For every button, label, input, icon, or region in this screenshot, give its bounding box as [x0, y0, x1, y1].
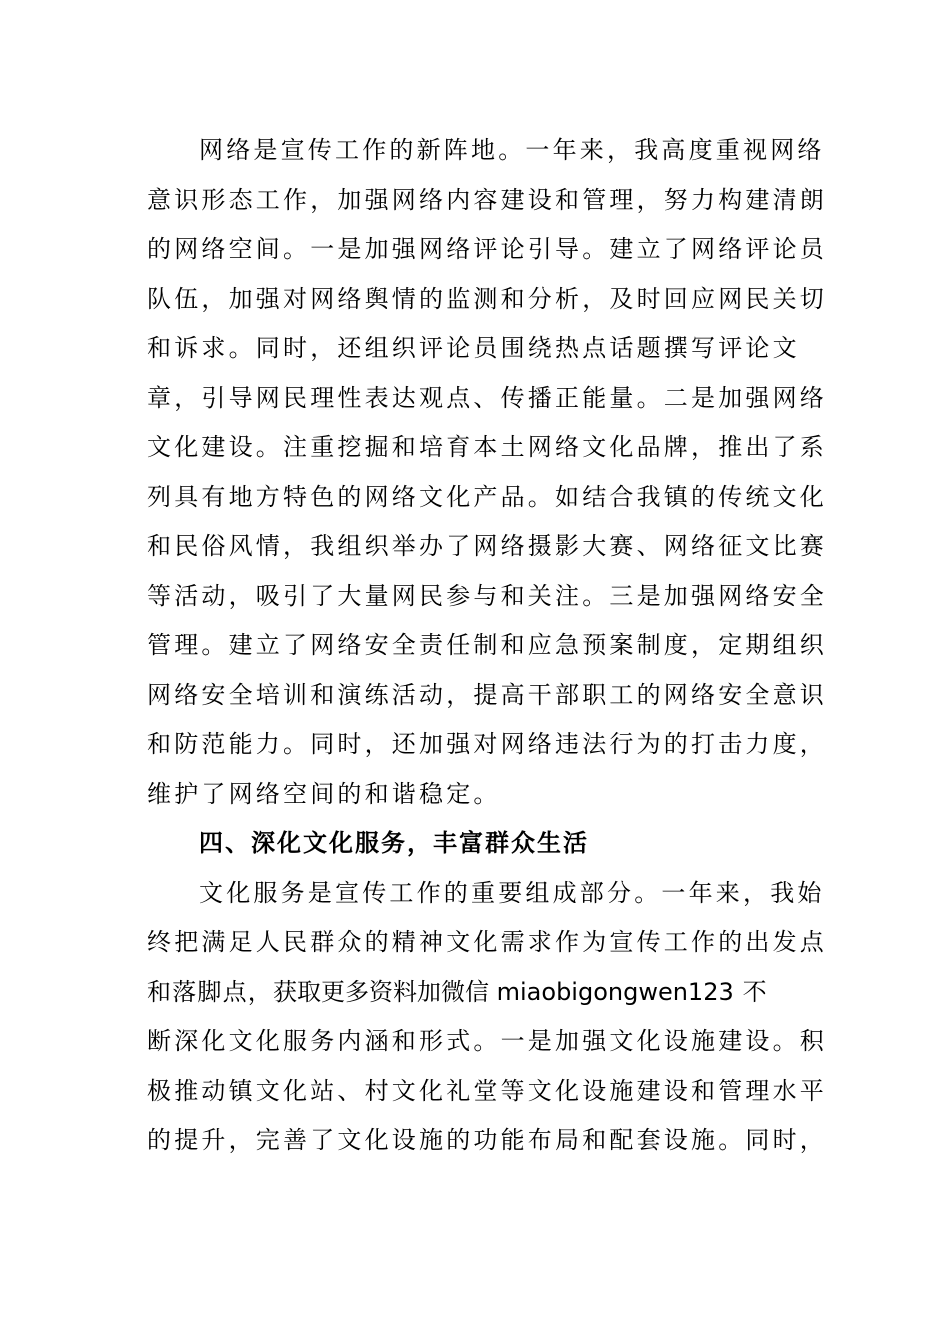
paragraph-cultural-services: [147, 869, 827, 1166]
paragraph-line: 和民俗风情，我组织举办了网络摄影大赛、网络征文比赛: [147, 532, 827, 560]
paragraph-line: 队伍，加强对网络舆情的监测和分析，及时回应网民关切: [147, 284, 827, 313]
paragraph-line: 列具有地方特色的网络文化产品。如结合我镇的传统文化: [147, 482, 827, 511]
paragraph-line: 意识形态工作，加强网络内容建设和管理，努力构建清朗: [147, 185, 827, 214]
paragraph-line: 的提升，完善了文化设施的功能布局和配套设施。同时，: [147, 1126, 827, 1154]
paragraph-line: 管理。建立了网络安全责任制和应急预案制度，定期组织: [147, 631, 827, 659]
paragraph-network-work: [147, 126, 827, 819]
section-heading: 四、深化文化服务，丰富群众生活: [199, 829, 589, 857]
paragraph-line: 和防范能力。同时，还加强对网络违法行为的打击力度，: [147, 730, 827, 758]
paragraph-line: 章，引导网民理性表达观点、传播正能量。二是加强网络: [147, 383, 827, 412]
line-text-end: 不: [733, 977, 768, 1006]
paragraph-line: 文化服务是宣传工作的重要组成部分。一年来，我始: [199, 878, 825, 907]
paragraph-line: 维护了网络空间的和谐稳定。: [147, 779, 501, 808]
paragraph-line: 的网络空间。一是加强网络评论引导。建立了网络评论员: [147, 235, 827, 263]
inline-note: 获取更多资料加微信 miaobigongwen123: [273, 977, 734, 1006]
paragraph-line: 和诉求。同时，还组织评论员围绕热点话题撰写评论文: [147, 334, 800, 362]
paragraph-line: 网络是宣传工作的新阵地。一年来，我高度重视网络: [199, 136, 825, 164]
line-text-start: 和落脚点，: [147, 977, 273, 1006]
paragraph-line: 终把满足人民群众的精神文化需求作为宣传工作的出发点: [147, 928, 827, 956]
paragraph-line: 极推动镇文化站、村文化礼堂等文化设施建设和管理水平: [147, 1076, 827, 1105]
paragraph-line: 等活动，吸引了大量网民参与和关注。三是加强网络安全: [147, 581, 827, 610]
paragraph-line: 断深化文化服务内涵和形式。一是加强文化设施建设。积: [147, 1027, 827, 1055]
paragraph-line-with-note: [147, 968, 807, 1018]
paragraph-line: 文化建设。注重挖掘和培育本土网络文化品牌，推出了系: [147, 433, 827, 461]
document-body: [147, 126, 827, 1166]
paragraph-line: 网络安全培训和演练活动，提高干部职工的网络安全意识: [147, 680, 827, 709]
